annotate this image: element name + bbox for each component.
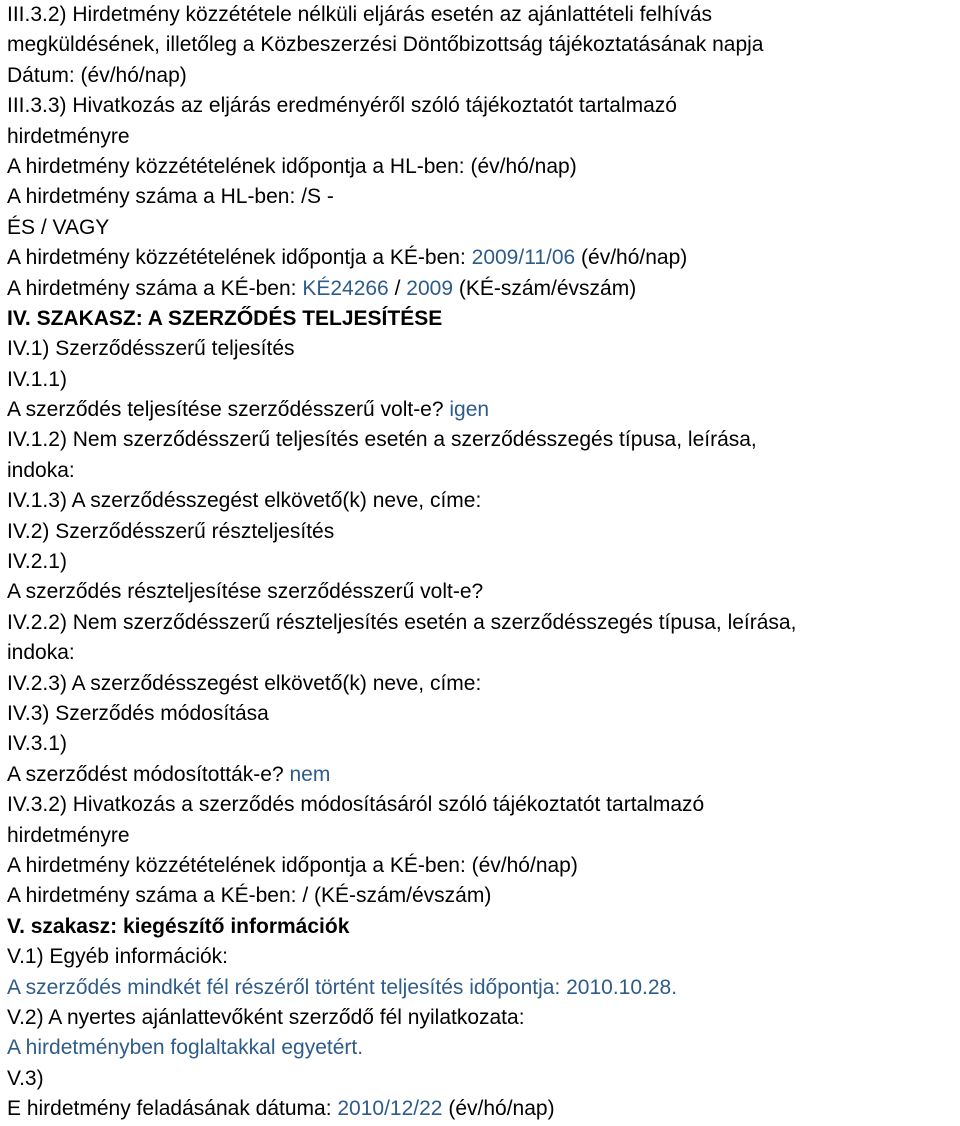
performance-question-label: A szerződés teljesítése szerződésszerű volt-e?	[7, 398, 444, 422]
modification-question-line	[7, 760, 957, 790]
hl-notice-number-label: A hirdetmény száma a HL-ben: /S -	[7, 185, 334, 209]
ke-notice-number-line	[7, 274, 957, 304]
section-heading-III-3-3: III.3.3) Hivatkozás az eljárás eredményéről szóló tájékoztatót tartalmazó	[7, 94, 677, 118]
text-line: hirdetményre	[7, 823, 130, 847]
section-heading-V-2: V.2) A nyertes ajánlattevőként szerződő fél nyilatkozata:	[7, 1005, 525, 1029]
section-heading-III-3-2: III.3.2) Hirdetmény közzététele nélküli eljárás esetén az ajánlattételi felhívás	[7, 3, 713, 26]
ke-notice-number-label: A hirdetmény száma a KÉ-ben:	[7, 276, 297, 300]
ke-publication-date-label: A hirdetmény közzétételének időpontja a KÉ-ben:	[7, 246, 466, 270]
winner-statement-value: A hirdetményben foglaltakkal egyetért.	[7, 1036, 364, 1060]
modification-ke-date-label: A hirdetmény közzétételének időpontja a KÉ-ben: (év/hó/nap)	[7, 853, 578, 877]
date-format-hint: (év/hó/nap)	[581, 246, 688, 270]
ke-notice-year-value: 2009	[406, 276, 453, 300]
section-heading-IV-1-1: IV.1.1)	[7, 367, 67, 391]
performance-question-line	[7, 395, 957, 425]
section-heading-IV-2-3: IV.2.3) A szerződésszegést elkövető(k) neve, címe:	[7, 671, 482, 695]
document-body	[7, 0, 957, 1124]
section-heading-IV-1: IV.1) Szerződésszerű teljesítés	[7, 337, 295, 361]
partial-performance-question: A szerződés részteljesítése szerződésszerű volt-e?	[7, 580, 484, 604]
separator: /	[394, 276, 401, 300]
date-format-hint: (év/hó/nap)	[448, 1097, 555, 1121]
other-information-value: A szerződés mindkét fél részéről történt teljesítés időpontja: 2010.10.28.	[7, 975, 678, 999]
number-format-hint: (KÉ-szám/évszám)	[458, 276, 637, 300]
text-line: indoka:	[7, 641, 75, 665]
ke-publication-date-line	[7, 243, 957, 273]
hl-publication-date-label: A hirdetmény közzétételének időpontja a HL-ben: (év/hó/nap)	[7, 154, 577, 178]
dispatch-date-label: E hirdetmény feladásának dátuma:	[7, 1097, 332, 1121]
section-title-V: V. szakasz: kiegészítő információk	[7, 914, 350, 938]
section-heading-IV-2-2: IV.2.2) Nem szerződésszerű részteljesítés esetén a szerződésszegés típusa, leírása,	[7, 610, 797, 634]
text-line: megküldésének, illetőleg a Közbeszerzési Döntőbizottság tájékoztatásának napja	[7, 33, 764, 57]
modification-question-label: A szerződést módosították-e?	[7, 762, 284, 786]
section-heading-V-1: V.1) Egyéb információk:	[7, 945, 229, 969]
modification-answer-value: nem	[289, 762, 331, 786]
and-or-label: ÉS / VAGY	[7, 215, 110, 239]
section-heading-V-3: V.3)	[7, 1066, 44, 1090]
dispatch-date-line	[7, 1094, 957, 1124]
section-heading-IV-1-3: IV.1.3) A szerződésszegést elkövető(k) neve, címe:	[7, 489, 482, 513]
ke-publication-date-value: 2009/11/06	[471, 246, 576, 270]
section-title-IV: IV. SZAKASZ: A SZERZŐDÉS TELJESÍTÉSE	[7, 306, 443, 330]
ke-notice-number-value: KÉ24266	[302, 276, 389, 300]
text-line: indoka:	[7, 458, 75, 482]
text-line: hirdetményre	[7, 124, 130, 148]
section-heading-IV-2: IV.2) Szerződésszerű részteljesítés	[7, 519, 335, 543]
dispatch-date-value: 2010/12/22	[337, 1097, 443, 1121]
performance-answer-value: igen	[449, 398, 490, 422]
modification-ke-number-label: A hirdetmény száma a KÉ-ben: / (KÉ-szám/évszám)	[7, 884, 492, 908]
section-heading-IV-1-2: IV.1.2) Nem szerződésszerű teljesítés esetén a szerződésszegés típusa, leírása,	[7, 428, 757, 452]
section-heading-IV-3-2: IV.3.2) Hivatkozás a szerződés módosításáról szóló tájékoztatót tartalmazó	[7, 793, 705, 817]
section-heading-IV-2-1: IV.2.1)	[7, 550, 67, 574]
section-heading-IV-3-1: IV.3.1)	[7, 732, 67, 756]
date-field-label: Dátum: (év/hó/nap)	[7, 63, 187, 87]
section-heading-IV-3: IV.3) Szerződés módosítása	[7, 701, 269, 725]
